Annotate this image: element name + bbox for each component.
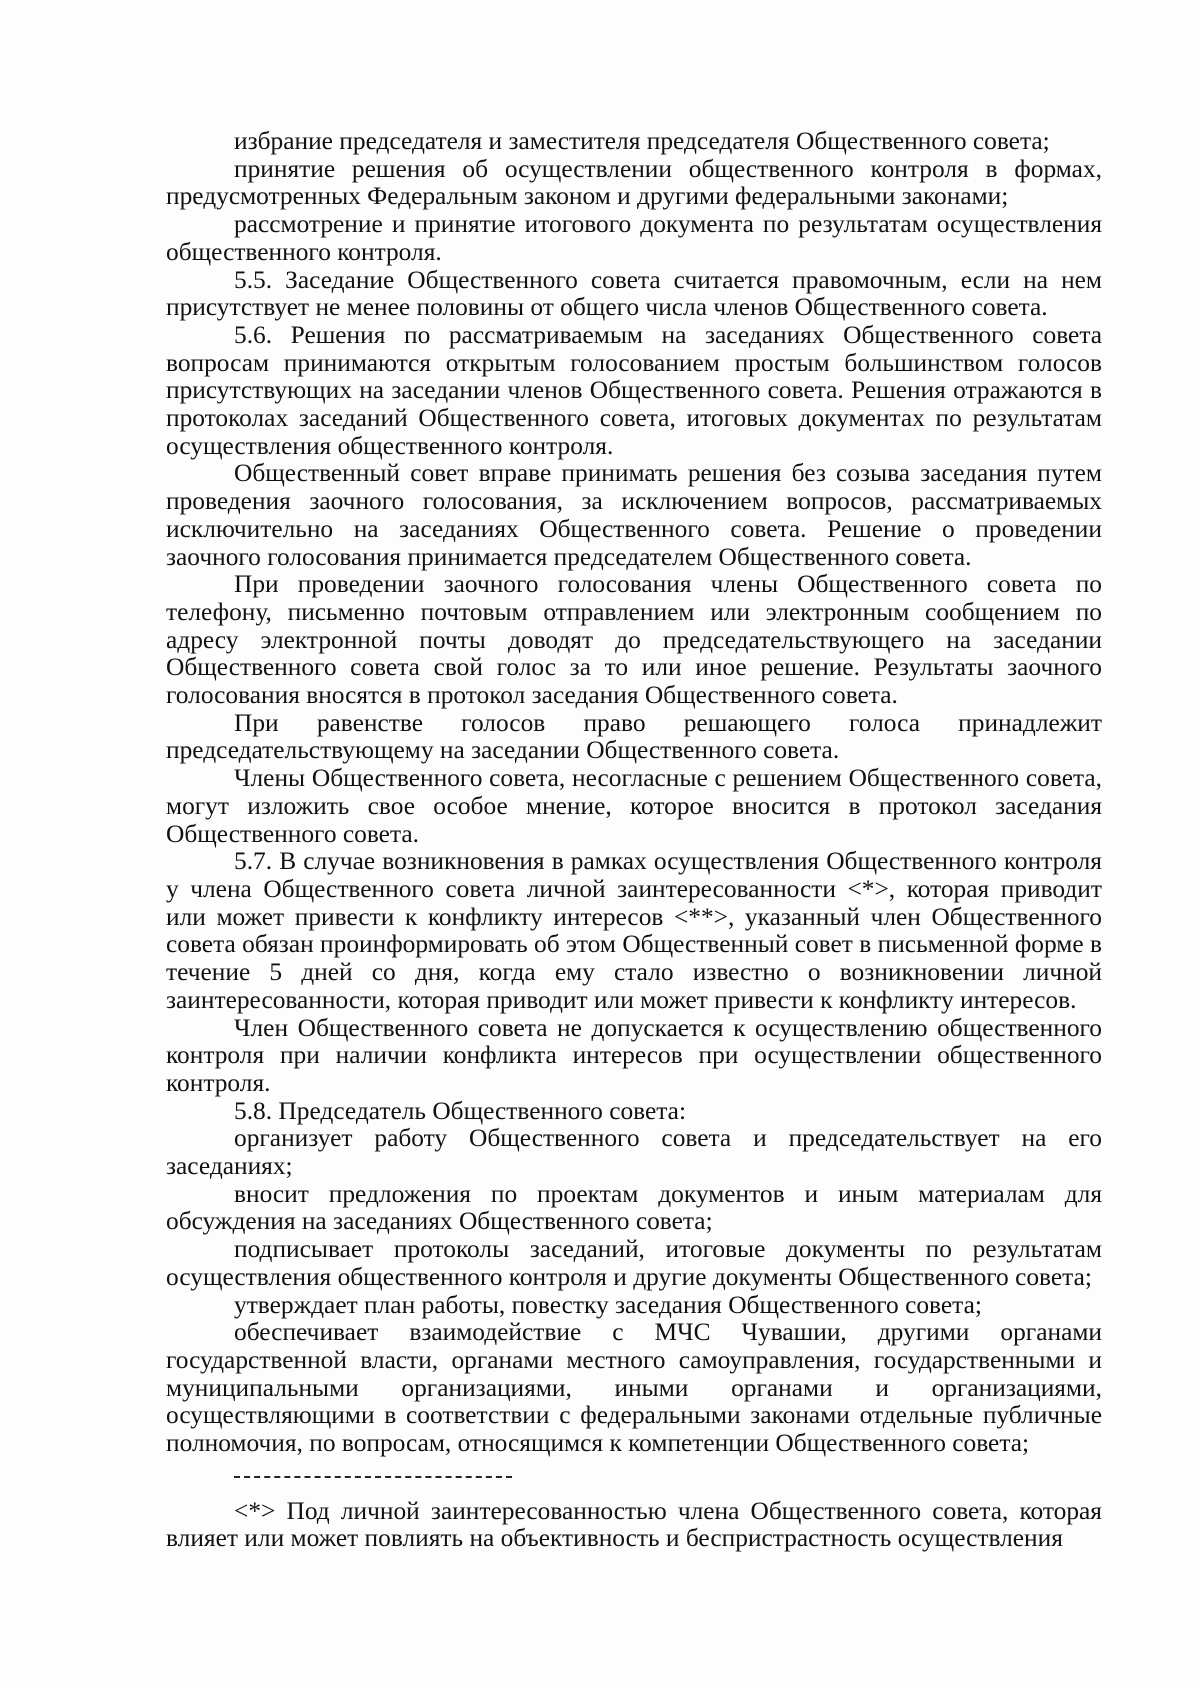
paragraph: 5.6. Решения по рассматриваемым на заседаниях Общественного совета вопросам принимаются открытым голосованием простым большинством голосов присутствующих на заседании членов Общественного совета. Решения отражаются в протоколах заседаний Общественного совета, итоговых документах по результатам осуществления общественного контроля. bbox=[166, 320, 1102, 460]
paragraph: При равенстве голосов право решающего голоса принадлежит председательствующему на заседании Общественного совета. bbox=[166, 708, 1102, 765]
paragraph: утверждает план работы, повестку заседания Общественного совета; bbox=[234, 1290, 982, 1319]
document-body bbox=[166, 128, 1102, 1553]
paragraph: 5.5. Заседание Общественного совета считается правомочным, если на нем присутствует не менее половины от общего числа членов Общественного совета. bbox=[166, 265, 1102, 322]
separator-line bbox=[234, 1476, 512, 1478]
paragraph: 5.8. Председатель Общественного совета: bbox=[234, 1096, 687, 1125]
paragraph: рассмотрение и принятие итогового документа по результатам осуществления общественного контроля. bbox=[166, 210, 1102, 266]
paragraph: вносит предложения по проектам документов и иным материалам для обсуждения на заседаниях Общественного совета; bbox=[166, 1179, 1102, 1236]
paragraph: обеспечивает взаимодействие с МЧС Чувашии, другими органами государственной власти, органами местного самоуправления, государственными и муниципальными организациями, иными органами и организациями, осуществляющими в соответствии с федеральными законами отдельные публичные полномочия, по вопросам, относящимся к компетенции Общественного совета; bbox=[166, 1318, 1102, 1458]
paragraph: Общественный совет вправе принимать решения без созыва заседания путем проведения заочного голосования, за исключением вопросов, рассматриваемых исключительно на заседаниях Общественного совета. Решение о проведении заочного голосования принимается председателем Общественного совета. bbox=[166, 459, 1102, 571]
footnote: <*> Под личной заинтересованностью члена Общественного совета, которая влияет или может повлиять на объективность и беспристрастность осуществления bbox=[166, 1496, 1102, 1553]
footnote-separator bbox=[166, 1462, 1102, 1488]
paragraph: При проведении заочного голосования члены Общественного совета по телефону, письменно почтовым отправлением или электронным сообщением по адресу электронной почты доводят до председательствующего на заседании Общественного совета свой голос за то или иное решение. Результаты заочного голосования вносятся в протокол заседания Общественного совета. bbox=[166, 570, 1102, 710]
paragraph: организует работу Общественного совета и председательствует на его заседаниях; bbox=[166, 1124, 1102, 1181]
paragraph: избрание председателя и заместителя председателя Общественного совета; bbox=[234, 127, 1050, 155]
paragraph: подписывает протоколы заседаний, итоговые документы по результатам осуществления общественного контроля и другие документы Общественного совета; bbox=[166, 1235, 1102, 1291]
paragraph: Члены Общественного совета, несогласные с решением Общественного совета, могут изложить свое особое мнение, которое вносится в протокол заседания Общественного совета. bbox=[166, 764, 1102, 848]
paragraph: 5.7. В случае возникновения в рамках осуществления Общественного контроля у члена Общественного совета личной заинтересованности <*>, которая приводит или может привести к конфликту интересов <**>, указанный член Общественного совета обязан проинформировать об этом Общественный совет в письменной форме в течение 5 дней со дня, когда ему стало известно о возникновении личной заинтересованности, которая приводит или может привести к конфликту интересов. bbox=[166, 847, 1102, 1014]
paragraph: Член Общественного совета не допускается к осуществлению общественного контроля при наличии конфликта интересов при осуществлении общественного контроля. bbox=[166, 1013, 1102, 1097]
paragraph: принятие решения об осуществлении общественного контроля в формах, предусмотренных Федеральным законом и другими федеральными законами; bbox=[166, 154, 1102, 211]
